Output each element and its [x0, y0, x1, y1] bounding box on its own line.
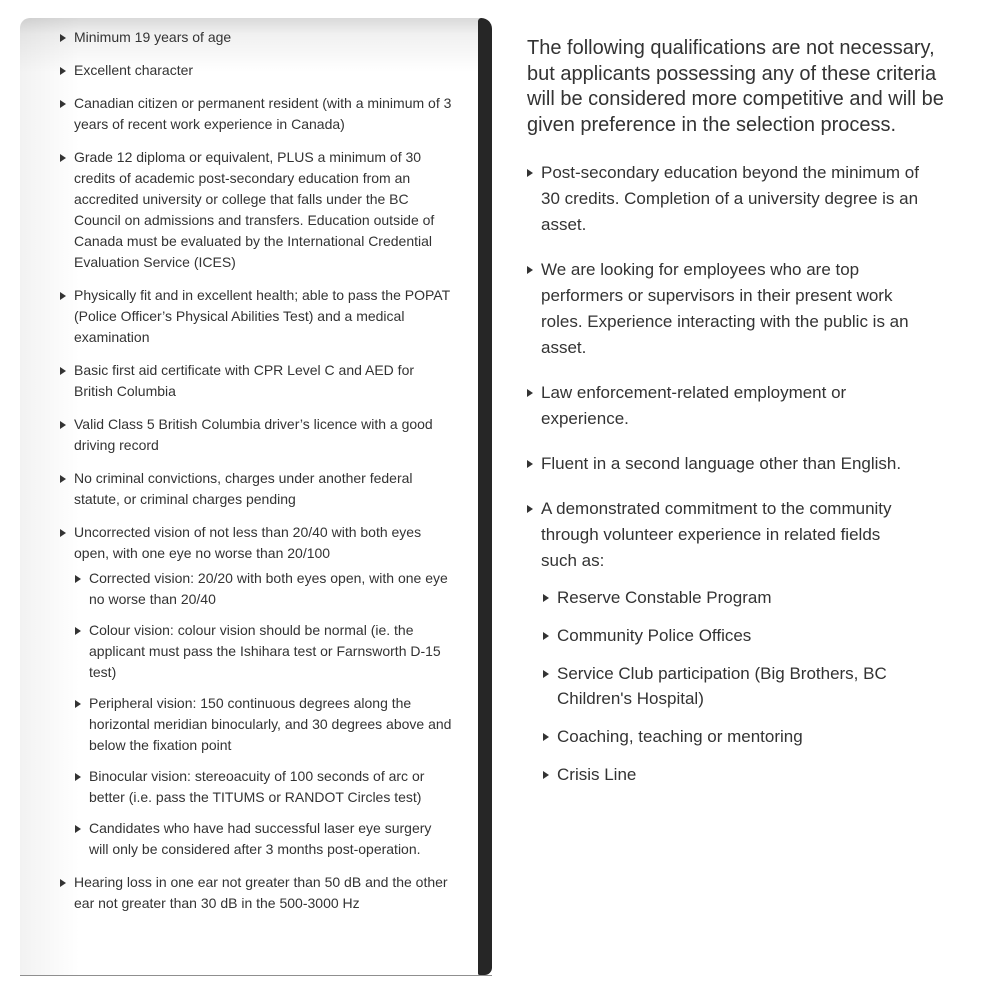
bullet-triangle-icon — [543, 594, 549, 602]
minimum-requirements-list — [60, 27, 454, 926]
list-item-row — [75, 568, 454, 610]
bullet-triangle-icon — [543, 632, 549, 640]
list-item-row — [543, 623, 919, 648]
list-item — [527, 451, 919, 477]
list-item-text: Hearing loss in one ear not greater than 50 dB and the other ear not greater than 30 dB in the 500-3000 Hz — [74, 874, 448, 911]
sub-list-item-text: Coaching, teaching or mentoring — [557, 727, 803, 746]
list-item-row — [543, 762, 919, 787]
bullet-triangle-icon — [60, 154, 66, 162]
bullet-triangle-icon — [75, 575, 81, 583]
list-item — [60, 522, 454, 860]
bullet-triangle-icon — [543, 771, 549, 779]
list-item — [60, 468, 454, 510]
list-item-row — [527, 496, 919, 574]
bullet-triangle-icon — [527, 389, 533, 397]
list-item-text: Basic first aid certificate with CPR Level C and AED for British Columbia — [74, 362, 415, 399]
sub-list-item — [543, 724, 919, 749]
left-requirements-panel — [20, 18, 492, 976]
list-item-row — [60, 468, 454, 510]
sub-list-item-text: Service Club participation (Big Brothers, BC Children's Hospital) — [557, 664, 887, 708]
sub-list-item — [75, 568, 454, 610]
list-item-row — [527, 257, 919, 361]
sub-list-item-text: Community Police Offices — [557, 626, 752, 645]
list-item-text: Post-secondary education beyond the minimum of 30 credits. Completion of a university degree is an asset. — [541, 163, 919, 234]
list-item — [60, 414, 454, 456]
list-item — [60, 147, 454, 273]
list-item-row — [60, 93, 454, 135]
list-item-text: Valid Class 5 British Columbia driver’s licence with a good driving record — [74, 416, 433, 453]
sub-list-item — [543, 623, 919, 648]
sub-list-item-text: Corrected vision: 20/20 with both eyes open, with one eye no worse than 20/40 — [89, 570, 448, 607]
preferred-qualifications-section — [527, 36, 964, 806]
bullet-triangle-icon — [60, 879, 66, 887]
list-item-row — [543, 724, 919, 749]
bullet-triangle-icon — [75, 773, 81, 781]
sub-list-item-text: Crisis Line — [557, 765, 637, 784]
list-item-text: Law enforcement-related employment or experience. — [541, 383, 847, 428]
list-item-row — [75, 766, 454, 808]
bullet-triangle-icon — [527, 266, 533, 274]
list-item — [527, 257, 919, 361]
list-item-row — [527, 160, 919, 238]
bullet-triangle-icon — [543, 733, 549, 741]
list-item-text: Physically fit and in excellent health; able to pass the POPAT (Police Officer’s Physical Abilities Test) and a medical examination — [74, 287, 450, 345]
sub-list-item — [75, 818, 454, 860]
sub-list-item-text: Candidates who have had successful laser eye surgery will only be considered after 3 months post-operation. — [89, 820, 432, 857]
list-item-row — [527, 380, 919, 432]
list-item-row — [75, 693, 454, 756]
list-item — [60, 60, 454, 81]
list-item — [60, 360, 454, 402]
sub-list-item-text: Binocular vision: stereoacuity of 100 seconds of arc or better (i.e. pass the TITUMS or RANDOT Circles test) — [89, 768, 425, 805]
list-item-row — [60, 522, 454, 564]
preferred-qualifications-list — [527, 160, 919, 787]
list-item-row — [60, 360, 454, 402]
bullet-triangle-icon — [527, 460, 533, 468]
bullet-triangle-icon — [60, 475, 66, 483]
list-item — [527, 380, 919, 432]
page-edge-spine — [478, 18, 492, 975]
bullet-triangle-icon — [527, 505, 533, 513]
list-item-row — [60, 147, 454, 273]
sub-list-item — [543, 762, 919, 787]
sub-list-item — [543, 661, 919, 711]
bullet-triangle-icon — [60, 100, 66, 108]
list-item-row — [543, 661, 919, 711]
list-item-text: A demonstrated commitment to the community through volunteer experience in related fields such as: — [541, 499, 892, 570]
sub-list-item-text: Peripheral vision: 150 continuous degrees along the horizontal meridian binocularly, and 30 degrees above and below the fixation point — [89, 695, 452, 753]
list-item-text: Canadian citizen or permanent resident (with a minimum of 3 years of recent work experience in Canada) — [74, 95, 452, 132]
list-item-row — [75, 818, 454, 860]
bullet-triangle-icon — [75, 700, 81, 708]
sub-list-item-text: Reserve Constable Program — [557, 588, 772, 607]
list-item-row — [527, 451, 919, 477]
sub-list-item — [75, 620, 454, 683]
list-item-row — [60, 285, 454, 348]
bullet-triangle-icon — [60, 292, 66, 300]
list-item-row — [60, 872, 454, 914]
bullet-triangle-icon — [60, 529, 66, 537]
bullet-triangle-icon — [60, 67, 66, 75]
bullet-triangle-icon — [527, 169, 533, 177]
bullet-triangle-icon — [75, 825, 81, 833]
bullet-triangle-icon — [75, 627, 81, 635]
panel-surface — [20, 18, 481, 975]
list-item — [527, 160, 919, 238]
bullet-triangle-icon — [543, 670, 549, 678]
list-item-text: Minimum 19 years of age — [74, 29, 232, 45]
list-item-row — [543, 585, 919, 610]
sub-list-item — [75, 693, 454, 756]
sub-list-item — [543, 585, 919, 610]
intro-paragraph: The following qualifications are not necessary, but applicants possessing any of these criteria will be considered more competitive and will be given preference in the selection process. — [527, 37, 944, 136]
list-item — [60, 93, 454, 135]
list-item-text: We are looking for employees who are top performers or supervisors in their present work roles. Experience interacting with the public is an asset. — [541, 260, 909, 357]
list-item-row — [60, 60, 454, 81]
list-item — [60, 872, 454, 914]
list-item-row — [75, 620, 454, 683]
list-item — [60, 285, 454, 348]
bullet-triangle-icon — [60, 34, 66, 42]
sub-list — [75, 568, 454, 860]
sub-list — [543, 585, 919, 787]
list-item — [527, 496, 919, 787]
list-item — [60, 27, 454, 48]
bullet-triangle-icon — [60, 421, 66, 429]
list-item-text: Fluent in a second language other than English. — [541, 454, 902, 473]
sub-list-item — [75, 766, 454, 808]
list-item-row — [60, 27, 454, 48]
list-item-row — [60, 414, 454, 456]
list-item-text: No criminal convictions, charges under another federal statute, or criminal charges pending — [74, 470, 413, 507]
list-item-text: Uncorrected vision of not less than 20/40 with both eyes open, with one eye no worse than 20/100 — [74, 524, 422, 561]
bullet-triangle-icon — [60, 367, 66, 375]
sub-list-item-text: Colour vision: colour vision should be normal (ie. the applicant must pass the Ishihara test or Farnsworth D-15 test) — [89, 622, 441, 680]
list-item-text: Excellent character — [74, 62, 194, 78]
list-item-text: Grade 12 diploma or equivalent, PLUS a minimum of 30 credits of academic post-secondary education from an accredited university or college that falls under the BC Council on admissions and transfers. Education outside of Canada must be evaluated by the International Credential Evaluation Service (ICES) — [74, 149, 435, 270]
